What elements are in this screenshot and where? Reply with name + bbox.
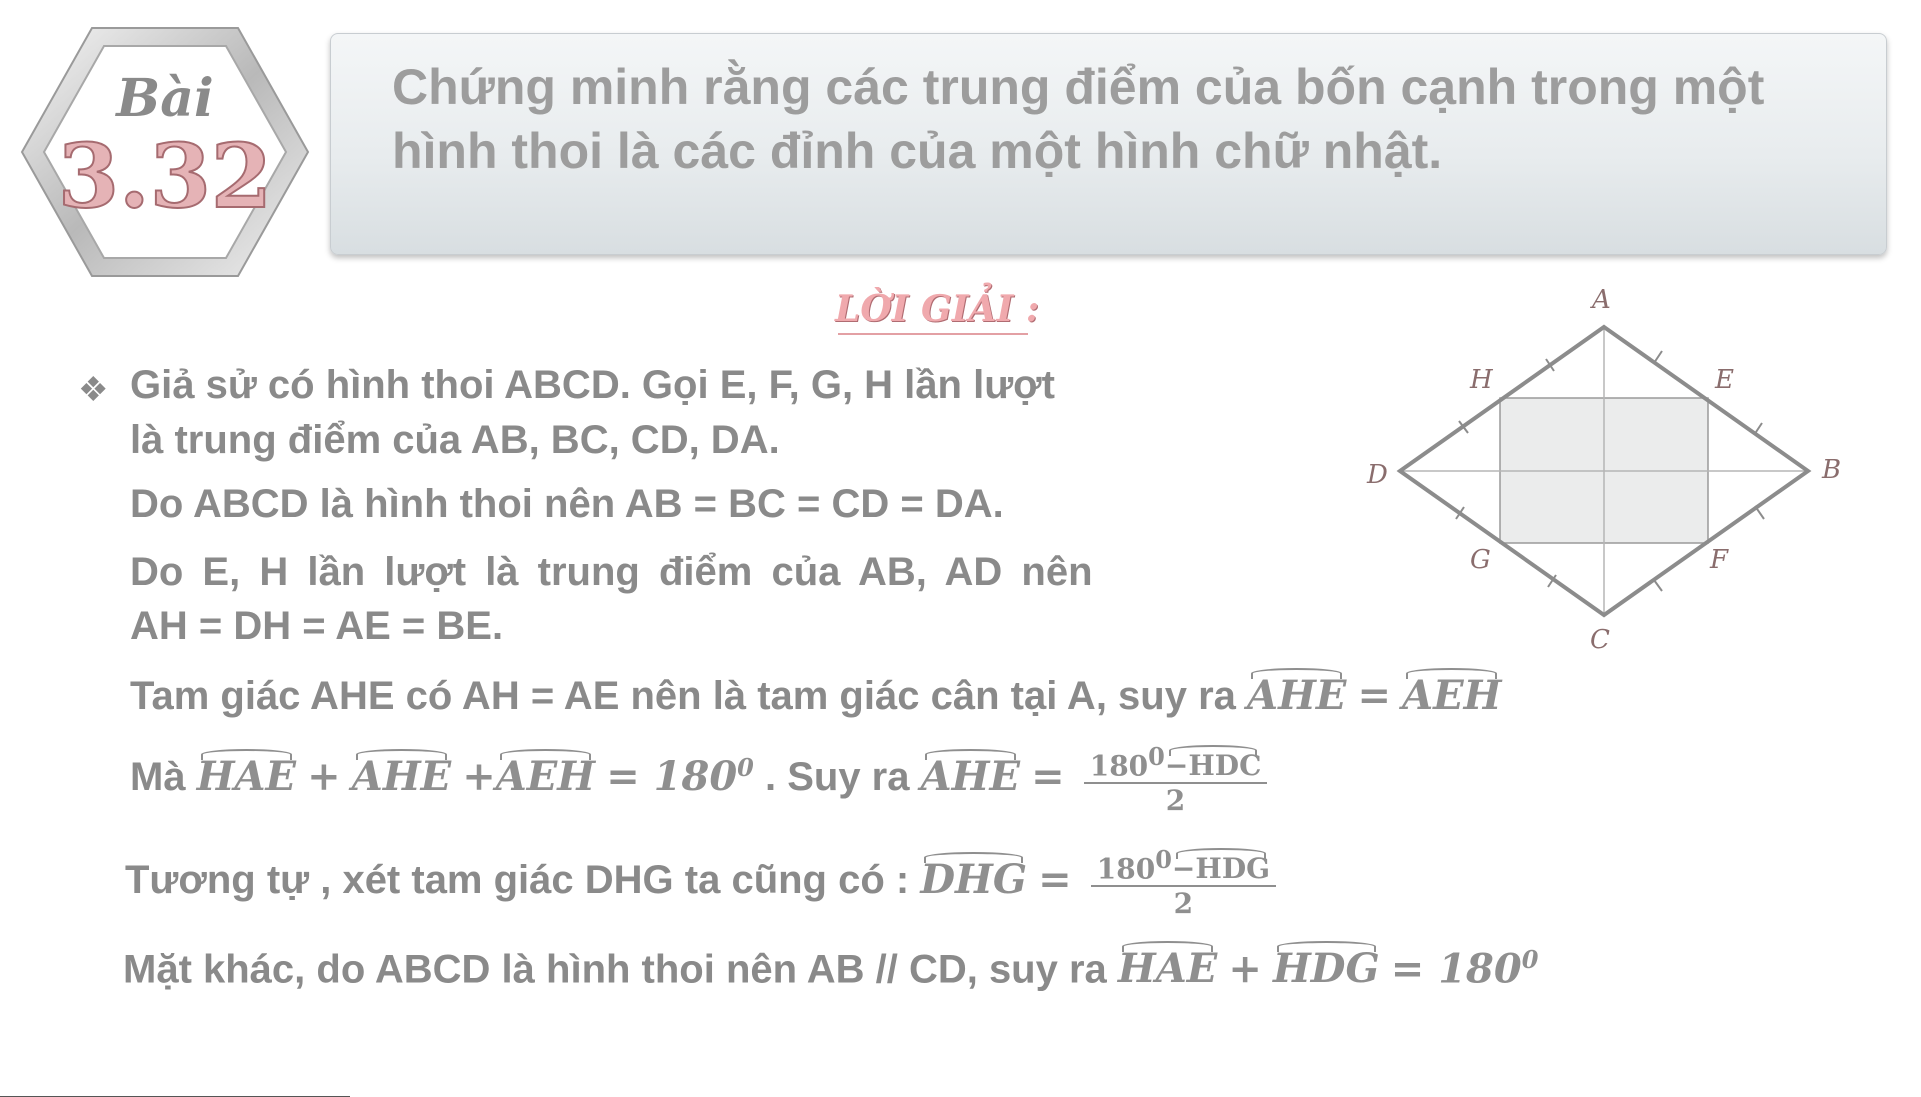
solution-line-2: Do ABCD là hình thoi nên AB = BC = CD = DA. [130, 482, 1004, 526]
equals-180: = 180 [1390, 945, 1522, 993]
label-e: E [1715, 365, 1734, 395]
solution-heading: LỜI GIẢI : [835, 288, 1040, 330]
equals-180: = 180 [606, 753, 738, 801]
lesson-badge [20, 24, 310, 280]
equals-sign: = [1031, 753, 1065, 801]
equals-sign: = [1357, 672, 1391, 719]
degree-exponent: 0 [1521, 945, 1539, 974]
badge-word: Bài [116, 68, 214, 129]
line-5-mid: . Suy ra [764, 755, 910, 800]
solution-line-7 [123, 945, 1538, 992]
solution-line-3a: Do E, H lần lượt là trung điểm của AB, AD nên [130, 550, 1093, 594]
label-a: A [1592, 285, 1611, 315]
label-g: G [1470, 545, 1491, 575]
angle-aeh: AEH [1402, 672, 1502, 719]
line-5-prefix: Mà [130, 755, 186, 800]
problem-statement: Chứng minh rằng các trung điểm của bốn cạnh trong một hình thoi là các đỉnh của một hình chữ nhật. [392, 59, 1765, 179]
fraction-denominator: 2 [1173, 887, 1194, 921]
solution-line-6 [125, 845, 1276, 920]
angle-hae: HAE [1117, 945, 1218, 993]
fraction-denominator: 2 [1165, 784, 1186, 818]
bullet-icon: ❖ [78, 371, 109, 409]
label-f: F [1710, 545, 1729, 575]
fraction [1084, 742, 1268, 817]
solution-line-1a: Giả sử có hình thoi ABCD. Gọi E, F, G, H lần lượt [130, 363, 1055, 407]
line-4-text: Tam giác AHE có AH = AE nên là tam giác cân tại A, suy ra [130, 674, 1236, 718]
label-h: H [1470, 365, 1493, 395]
angle-ahe: AHE [1247, 672, 1347, 719]
line-7-text: Mặt khác, do ABCD là hình thoi nên AB // CD, suy ra [123, 947, 1107, 992]
angle-aeh: AEH [495, 753, 596, 801]
badge-number: 3.32 [57, 124, 273, 228]
equals-sign: = [1038, 856, 1072, 904]
label-c: C [1590, 625, 1610, 655]
degree-exponent: 0 [737, 752, 754, 782]
angle-dhg: DHG [920, 856, 1027, 904]
label-b: B [1822, 455, 1840, 485]
solution-line-5 [130, 742, 1267, 817]
plus-sign: + [307, 753, 341, 801]
angle-ahe: AHE [920, 753, 1020, 801]
solution-line-1b: là trung điểm của AB, BC, CD, DA. [130, 418, 780, 462]
solution-line-4 [130, 672, 1501, 719]
angle-ahe: AHE [351, 753, 452, 801]
fraction [1091, 845, 1276, 920]
fraction-numerator: $180^0-HDC$ [1084, 742, 1268, 784]
fraction-numerator: $180^0-HDG$ [1091, 845, 1276, 887]
plus-sign: + [1228, 945, 1262, 993]
solution-line-3b: AH = DH = AE = BE. [130, 604, 504, 648]
line-6-text: Tương tự , xét tam giác DHG ta cũng có : [125, 858, 910, 903]
rhombus-diagram [1360, 285, 1840, 665]
angle-hae: HAE [196, 753, 297, 801]
angle-hdg: HDG [1273, 945, 1380, 993]
plus-sign: + [462, 753, 496, 801]
label-d: D [1367, 460, 1388, 490]
heading-underline [838, 333, 1028, 335]
